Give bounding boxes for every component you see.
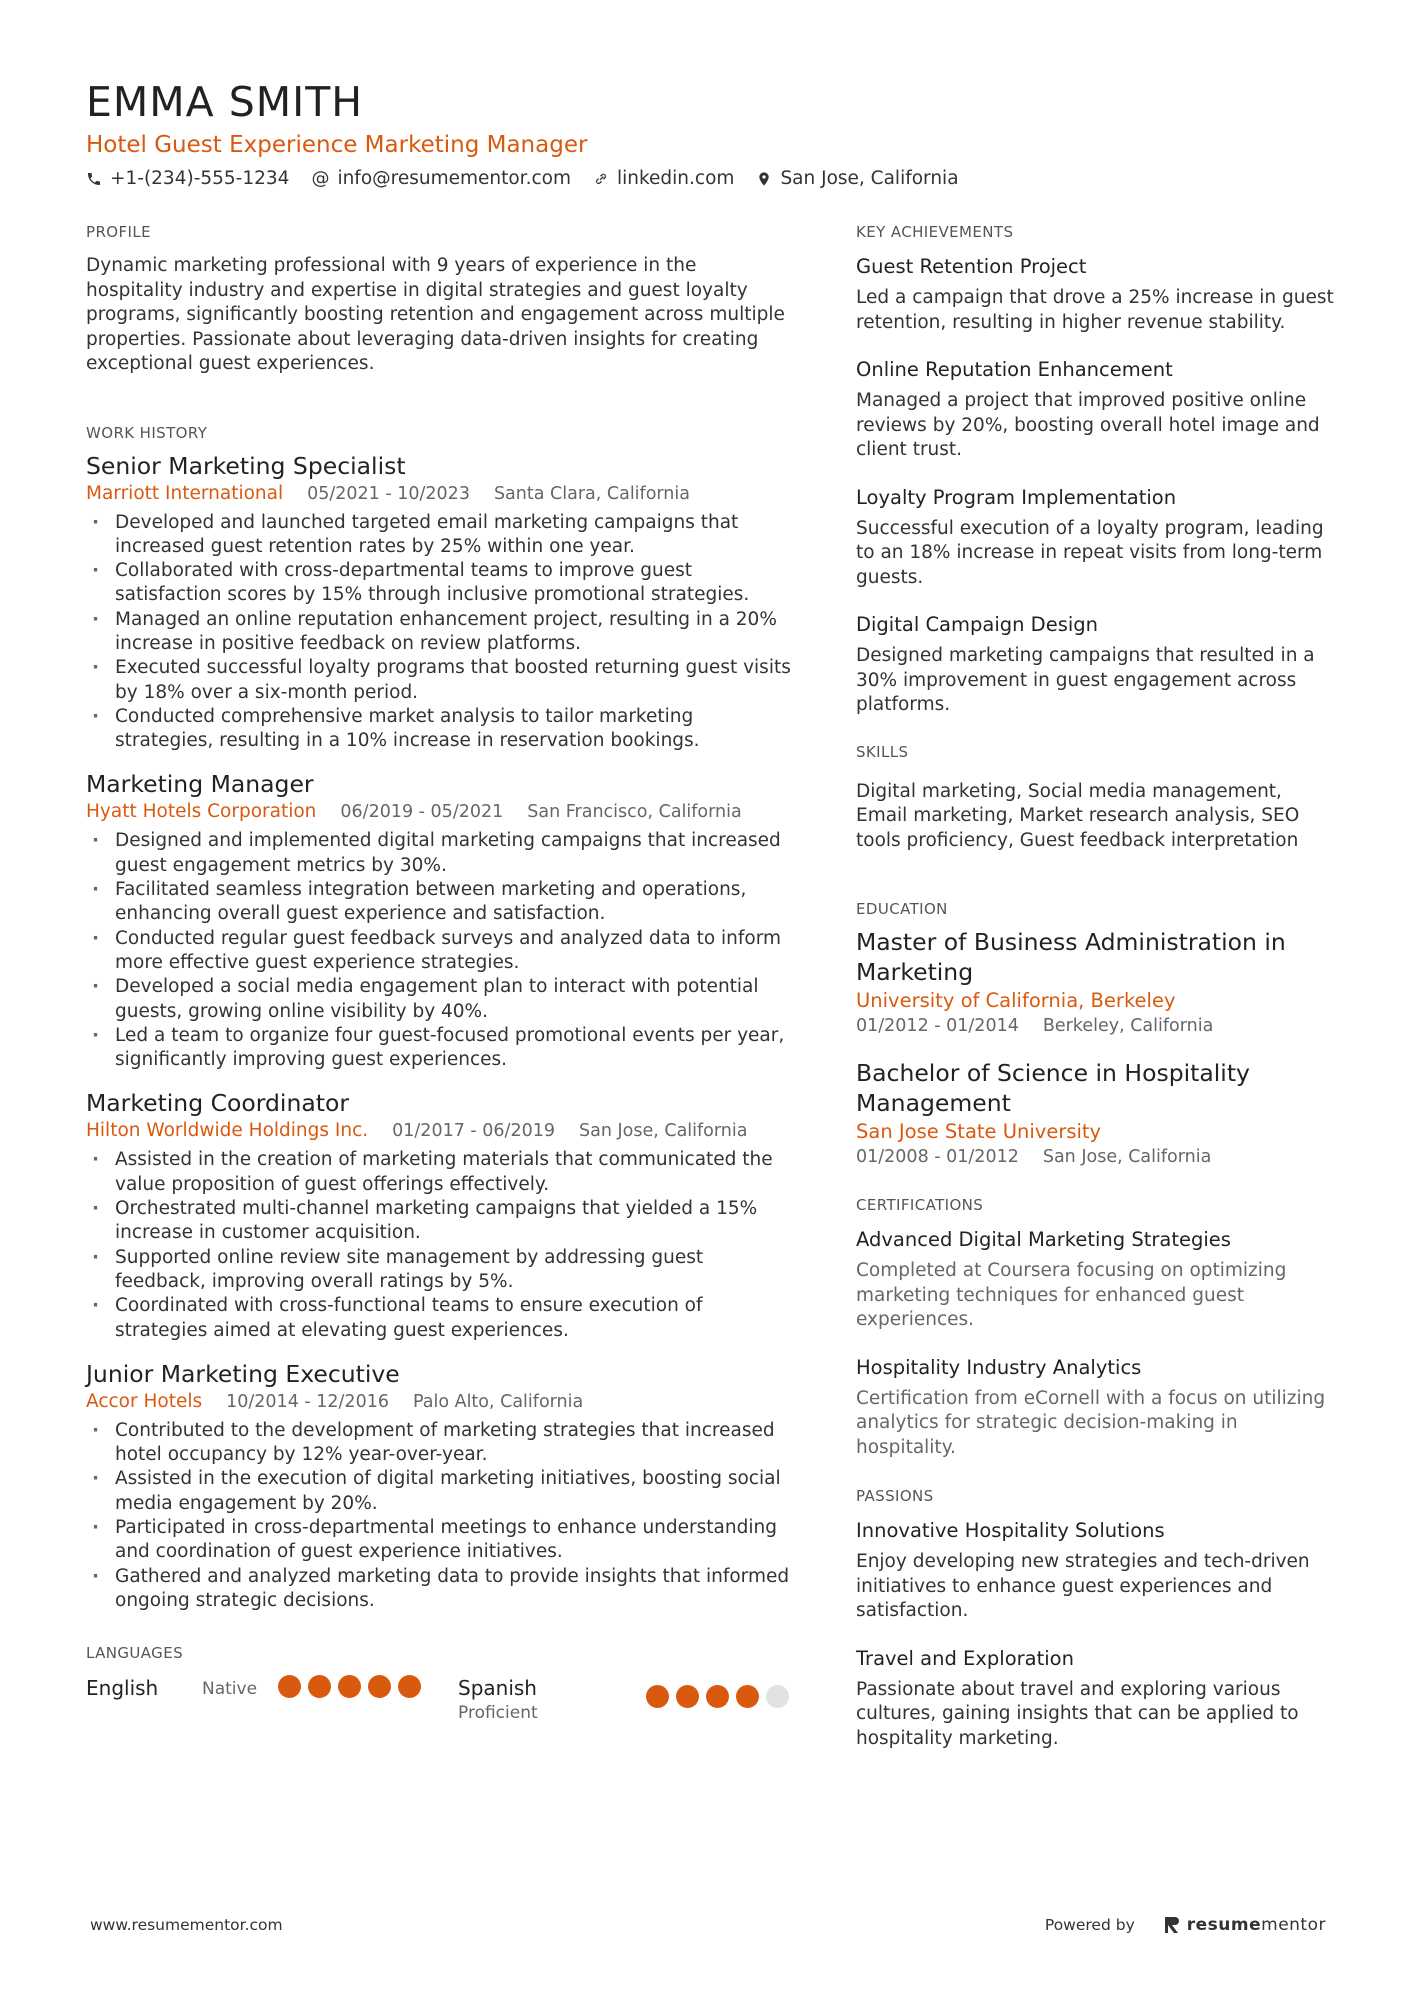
achievement-desc: Successful execution of a loyalty program, leading to an 18% increase in repeat visits from long-term guests. — [856, 517, 1324, 588]
languages-row — [86, 1675, 796, 1725]
certification-desc: Completed at Coursera focusing on optimizing marketing techniques for enhanced guest experiences. — [856, 1260, 1287, 1330]
job-title: Marketing Coordinator — [86, 1089, 349, 1118]
bullet-item: · Collaborated with cross-departmental teams to improve guest satisfaction scores by 15% through inclusive promotional strategies. — [86, 559, 796, 608]
rating-dots — [646, 1685, 796, 1708]
bullet-item: · Participated in cross-departmental meetings to enhance understanding and coordination of guest experience initiatives. — [86, 1516, 796, 1565]
rating-dot-filled — [308, 1675, 331, 1698]
bullet-item: · Conducted comprehensive market analysis to tailor marketing strategies, resulting in a 10% increase in reservation bookings. — [86, 705, 796, 754]
location-text: San Jose, California — [780, 168, 959, 189]
job-title: Junior Marketing Executive — [86, 1359, 400, 1388]
job-entry — [86, 769, 796, 1072]
bullet-item: · Conducted regular guest feedback surveys and analyzed data to inform more effective guest experience strategies. — [86, 927, 796, 976]
passion-item — [856, 1518, 1336, 1624]
degree-title: Master of Business Administration in Marketing — [856, 928, 1286, 986]
linkedin-text: linkedin.com — [616, 168, 735, 189]
language-level: Proficient — [458, 1703, 538, 1724]
education-item — [856, 1058, 1336, 1169]
rating-dot-filled — [338, 1675, 361, 1698]
job-meta — [86, 481, 796, 507]
company-name: Hilton Worldwide Holdings Inc. — [86, 1120, 369, 1142]
section-label-achievements: KEY ACHIEVEMENTS — [856, 223, 1014, 241]
bullet-item: · Assisted in the creation of marketing materials that communicated the value proposition of guest offerings effectively. — [86, 1148, 796, 1197]
language-name: English — [86, 1676, 159, 1701]
bullet-item: · Led a team to organize four guest-focused promotional events per year, significantly improving guest experiences. — [86, 1024, 796, 1073]
bullet-item: · Orchestrated multi-channel marketing campaigns that yielded a 15% increase in customer acquisition. — [86, 1197, 796, 1246]
company-name: Marriott International — [86, 482, 284, 504]
profile-section — [86, 222, 796, 377]
achievement-title: Digital Campaign Design — [856, 613, 1099, 636]
job-meta — [86, 1118, 796, 1144]
bullet-item: · Gathered and analyzed marketing data to provide insights that informed ongoing strategic decisions. — [86, 1565, 796, 1614]
skills-section — [856, 742, 1336, 854]
bullet-item: · Facilitated seamless integration between marketing and operations, enhancing overall guest experience and satisfaction. — [86, 878, 796, 927]
certifications-section — [856, 1195, 1336, 1460]
section-label-skills: SKILLS — [856, 742, 909, 761]
education-meta — [856, 1145, 1336, 1169]
school-name: University of California, Berkeley — [856, 989, 1176, 1012]
bullet-item: · Contributed to the development of marketing strategies that increased hotel occupancy by 12% year-over-year. — [86, 1419, 796, 1468]
section-label-passions: PASSIONS — [856, 1487, 934, 1505]
rating-dots — [278, 1675, 428, 1698]
education-item — [856, 927, 1336, 1038]
achievement-desc: Designed marketing campaigns that resulted in a 30% improvement in guest engagement across platforms. — [856, 645, 1315, 715]
school-name: San Jose State University — [856, 1120, 1102, 1143]
company-name: Hyatt Hotels Corporation — [86, 801, 317, 823]
certification-title: Advanced Digital Marketing Strategies — [856, 1228, 1231, 1251]
passion-item — [856, 1646, 1336, 1752]
powered-by-label: Powered by — [1044, 1916, 1135, 1934]
language-name: Spanish — [458, 1676, 537, 1701]
resumementor-logo-icon — [1165, 1916, 1181, 1934]
certification-item — [856, 1355, 1336, 1461]
section-label-education: EDUCATION — [856, 900, 948, 918]
language-text-group — [458, 1675, 646, 1725]
job-bullets — [86, 829, 796, 1072]
rating-dot-filled — [398, 1675, 421, 1698]
contact-location — [756, 166, 958, 192]
section-label-languages: LANGUAGES — [86, 1644, 184, 1663]
job-location: San Jose, California — [578, 1121, 748, 1142]
job-entry — [86, 1359, 796, 1613]
achievement-item — [856, 254, 1336, 335]
certification-title: Hospitality Industry Analytics — [856, 1355, 1142, 1379]
passion-title: Innovative Hospitality Solutions — [856, 1519, 1165, 1542]
achievement-item — [856, 612, 1336, 718]
language-item — [86, 1675, 458, 1701]
resume-header — [86, 76, 1326, 192]
education-meta — [856, 1014, 1336, 1038]
education-section — [856, 899, 1336, 1169]
footer-website-link[interactable]: www.resumementor.com — [90, 1916, 283, 1934]
candidate-name: EMMA SMITH — [86, 78, 364, 126]
brand-name-thin: mentor — [1261, 1915, 1326, 1935]
page-footer — [90, 1915, 1326, 1935]
bullet-item: · Developed a social media engagement plan to interact with potential guests, growing online visibility by 40%. — [86, 975, 796, 1024]
rating-dot-filled — [736, 1685, 759, 1708]
job-bullets — [86, 511, 796, 754]
degree-title: Bachelor of Science in Hospitality Management — [856, 1059, 1250, 1117]
job-bullets — [86, 1148, 796, 1342]
bullet-item: · Designed and implemented digital marketing campaigns that increased guest engagement metrics by 30%. — [86, 829, 796, 878]
company-name: Accor Hotels — [86, 1390, 203, 1412]
email-text: info@resumementor.com — [337, 168, 571, 189]
language-level: Native — [202, 1679, 258, 1700]
rating-dot-filled — [676, 1685, 699, 1708]
rating-dot-empty — [766, 1685, 789, 1708]
contact-bar — [86, 166, 1326, 192]
job-entry — [86, 451, 796, 754]
achievements-section — [856, 222, 1336, 718]
brand-logo[interactable] — [1165, 1915, 1326, 1935]
bullet-item: · Executed successful loyalty programs that boosted returning guest visits by 18% over a six-month period. — [86, 656, 796, 705]
certification-item — [856, 1227, 1336, 1333]
bullet-item: · Developed and launched targeted email marketing campaigns that increased guest retention rates by 25% within one year. — [86, 511, 796, 560]
bullet-item: · Coordinated with cross-functional teams to ensure execution of strategies aimed at elevating guest experiences. — [86, 1294, 796, 1343]
powered-by — [1045, 1915, 1326, 1935]
phone-text: +1-(234)-555-1234 — [110, 168, 290, 189]
job-meta — [86, 799, 796, 825]
rating-dot-filled — [278, 1675, 301, 1698]
location-pin-icon — [756, 171, 772, 187]
job-dates: 10/2014 - 12/2016 — [226, 1391, 389, 1412]
education-location: San Jose, California — [1042, 1147, 1212, 1167]
right-column — [856, 222, 1336, 1773]
passion-desc: Passionate about travel and exploring various cultures, gaining insights that can be applied to hospitality marketing. — [856, 1678, 1299, 1749]
section-label-profile: PROFILE — [86, 223, 151, 241]
job-dates: 01/2017 - 06/2019 — [392, 1121, 555, 1142]
rating-dot-filled — [706, 1685, 729, 1708]
job-dates: 06/2019 - 05/2021 — [340, 802, 504, 823]
left-column — [86, 222, 796, 1725]
job-title: Marketing Manager — [86, 770, 314, 799]
contact-phone[interactable] — [86, 166, 289, 192]
job-location: San Francisco, California — [527, 802, 742, 823]
achievement-desc: Managed a project that improved positive online reviews by 20%, boosting overall hotel image and client trust. — [856, 390, 1320, 460]
job-meta — [86, 1389, 796, 1415]
profile-text: Dynamic marketing professional with 9 years of experience in the hospitality industry and expertise in digital strategies and guest loyalty programs, significantly boosting retention and engagement across multiple properties. Passionate about leveraging data-driven insights for creating exceptional guest experiences. — [86, 255, 785, 374]
work-history-section — [86, 423, 796, 1614]
link-icon — [593, 171, 609, 187]
job-title: Senior Marketing Specialist — [86, 451, 406, 480]
job-dates: 05/2021 - 10/2023 — [307, 483, 470, 504]
brand-name-bold: resume — [1186, 1915, 1262, 1935]
contact-email[interactable] — [311, 166, 571, 192]
education-location: Berkeley, California — [1042, 1016, 1214, 1036]
section-label-certifications: CERTIFICATIONS — [856, 1196, 984, 1214]
passion-desc: Enjoy developing new strategies and tech-driven initiatives to enhance guest experiences and satisfaction. — [856, 1551, 1310, 1621]
job-location: Santa Clara, California — [493, 483, 690, 504]
skills-text: Digital marketing, Social media management, Email marketing, Market research analysis, SEO tools proficiency, Guest feedback interpretation — [856, 780, 1300, 851]
job-bullets — [86, 1419, 796, 1613]
bullet-item: · Managed an online reputation enhancement project, resulting in a 20% increase in positive feedback on review platforms. — [86, 608, 796, 657]
rating-dot-filled — [368, 1675, 391, 1698]
phone-icon — [86, 171, 102, 187]
achievement-title: Online Reputation Enhancement — [856, 358, 1173, 381]
achievement-item — [856, 357, 1336, 463]
section-label-work: WORK HISTORY — [86, 423, 208, 442]
rating-dot-filled — [646, 1685, 669, 1708]
bullet-item: · Assisted in the execution of digital marketing initiatives, boosting social media engagement by 20%. — [86, 1467, 796, 1516]
contact-linkedin[interactable] — [593, 166, 734, 192]
achievement-title: Loyalty Program Implementation — [856, 485, 1177, 509]
achievement-desc: Led a campaign that drove a 25% increase in guest retention, resulting in higher revenue stability. — [856, 287, 1334, 333]
job-entry — [86, 1088, 796, 1342]
job-location: Palo Alto, California — [412, 1391, 584, 1412]
languages-section — [86, 1643, 796, 1725]
passions-section — [856, 1486, 1336, 1751]
achievement-title: Guest Retention Project — [856, 255, 1087, 278]
education-dates: 01/2008 - 01/2012 — [856, 1147, 1019, 1167]
achievement-item — [856, 485, 1336, 591]
at-icon: @ — [311, 168, 330, 189]
bullet-item: · Supported online review site management by addressing guest feedback, improving overall ratings by 5%. — [86, 1246, 796, 1295]
candidate-title: Hotel Guest Experience Marketing Manager — [86, 132, 588, 158]
language-item — [458, 1675, 796, 1725]
certification-desc: Certification from eCornell with a focus on utilizing analytics for strategic decision-making in hospitality. — [856, 1387, 1326, 1458]
education-dates: 01/2012 - 01/2014 — [856, 1016, 1019, 1036]
passion-title: Travel and Exploration — [856, 1646, 1074, 1670]
